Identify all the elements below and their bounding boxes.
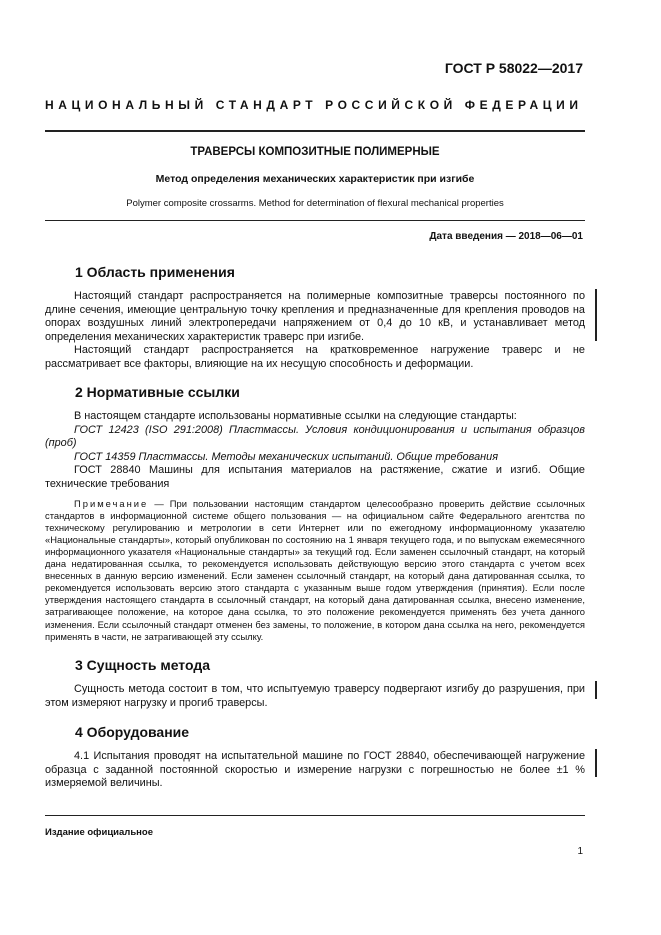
note-text: — При пользовании настоящим стандартом целесообразно проверить действие ссылочных стандартов в информационной системе общего пользования — на официальном сайте Федерального агентства по техническому регулированию и метрологии в сети Интернет или по ежегодному информационному указателю «Национальные стандарты», который опубликован по состоянию на 1 января текущего года, и по выпускам ежемесячного информационного указателя «Национальные стандарты» за текущий год. Если заменен ссылочный стандарт, на который дана недатированная ссылка, то рекомендуется использовать действующую версию этого стандарта с учетом всех внесенных в данную версию изменений. Если заменен ссылочный стандарт, на который дана датированная ссылка, то рекомендуется использовать версию этого стандарта с указанным выше годом утверждения (принятия). Если после утверждения настоящего стандарта в ссылочный стандарт, на который дана датированная ссылка, внесено изменение, затрагивающее положение, на которое дана ссылка, то это положение рекомендуется применять без учета данного изменения. Если ссылочный стандарт отменен без замены, то положение, в котором дана ссылка на него, рекомендуется применять в части, не затрагивающей эту ссылку.: [45, 497, 585, 642]
document-subtitle: Метод определения механических характеристик при изгибе: [155, 173, 475, 185]
national-standard-heading: НАЦИОНАЛЬНЫЙ СТАНДАРТ РОССИЙСКОЙ ФЕДЕРАЦИИ: [45, 98, 583, 112]
reference-gost-28840: ГОСТ 28840 Машины для испытания материалов на растяжение, сжатие и изгиб. Общие технические требования: [45, 464, 585, 490]
references-note: [45, 498, 585, 643]
reference-gost-14359: ГОСТ 14359 Пластмассы. Методы механических испытаний. Общие требования: [74, 450, 499, 463]
change-bar: [595, 289, 597, 341]
section-1-body: [45, 290, 585, 372]
section-2-body: [45, 410, 585, 643]
header-divider: [45, 130, 585, 132]
effective-date: Дата введения — 2018—06—01: [429, 231, 583, 242]
document-title: ТРАВЕРСЫ КОМПОЗИТНЫЕ ПОЛИМЕРНЫЕ: [190, 146, 440, 158]
change-bar: [595, 681, 597, 699]
section-4-paragraph-1: 4.1 Испытания проводят на испытательной машине по ГОСТ 28840, обеспечивающей нагружение образца с заданной постоянной скоростью и измерение нагрузки с погрешностью не более ±1 % измеряемой величины.: [45, 750, 585, 790]
standard-code: ГОСТ Р 58022—2017: [444, 60, 583, 76]
section-4-heading: 4 Оборудование: [75, 724, 190, 740]
section-1-paragraph-2: Настоящий стандарт распространяется на кратковременное нагружение траверс и не рассматривает все факторы, влияющие на их несущую способность и деформации.: [45, 344, 585, 370]
references-intro: В настоящем стандарте использованы нормативные ссылки на следующие стандарты:: [74, 410, 517, 422]
page-number: 1: [577, 846, 583, 857]
official-edition-label: Издание официальное: [45, 827, 153, 838]
section-1-heading: 1 Область применения: [75, 264, 235, 280]
note-label: Примечание: [74, 497, 149, 509]
english-title: Polymer composite crossarms. Method for determination of flexural mechanical properties: [126, 198, 504, 209]
title-divider: [45, 220, 585, 221]
reference-gost-12423: ГОСТ 12423 (ISO 291:2008) Пластмассы. Условия кондиционирования и испытания образцов (проб): [45, 423, 585, 450]
section-3-heading: 3 Сущность метода: [75, 657, 211, 673]
section-2-heading: 2 Нормативные ссылки: [75, 384, 240, 400]
section-3-body: [45, 683, 585, 710]
section-1-paragraph-1: Настоящий стандарт распространяется на полимерные композитные траверсы постоянного по длине сечения, имеющие центральную точку крепления и предназначенные для крепления проводов на опорах воздушных линий электропередачи напряжением от 0,4 до 10 кВ, и устанавливает метод определения механических характеристик траверс при изгибе.: [45, 290, 585, 343]
section-4-body: [45, 750, 585, 791]
change-bar: [595, 749, 597, 777]
section-3-paragraph-1: Сущность метода состоит в том, что испытуемую траверсу подвергают изгибу до разрушения, при этом измеряют нагрузку и прогиб траверсы.: [45, 683, 585, 709]
footer-divider: [45, 815, 585, 816]
